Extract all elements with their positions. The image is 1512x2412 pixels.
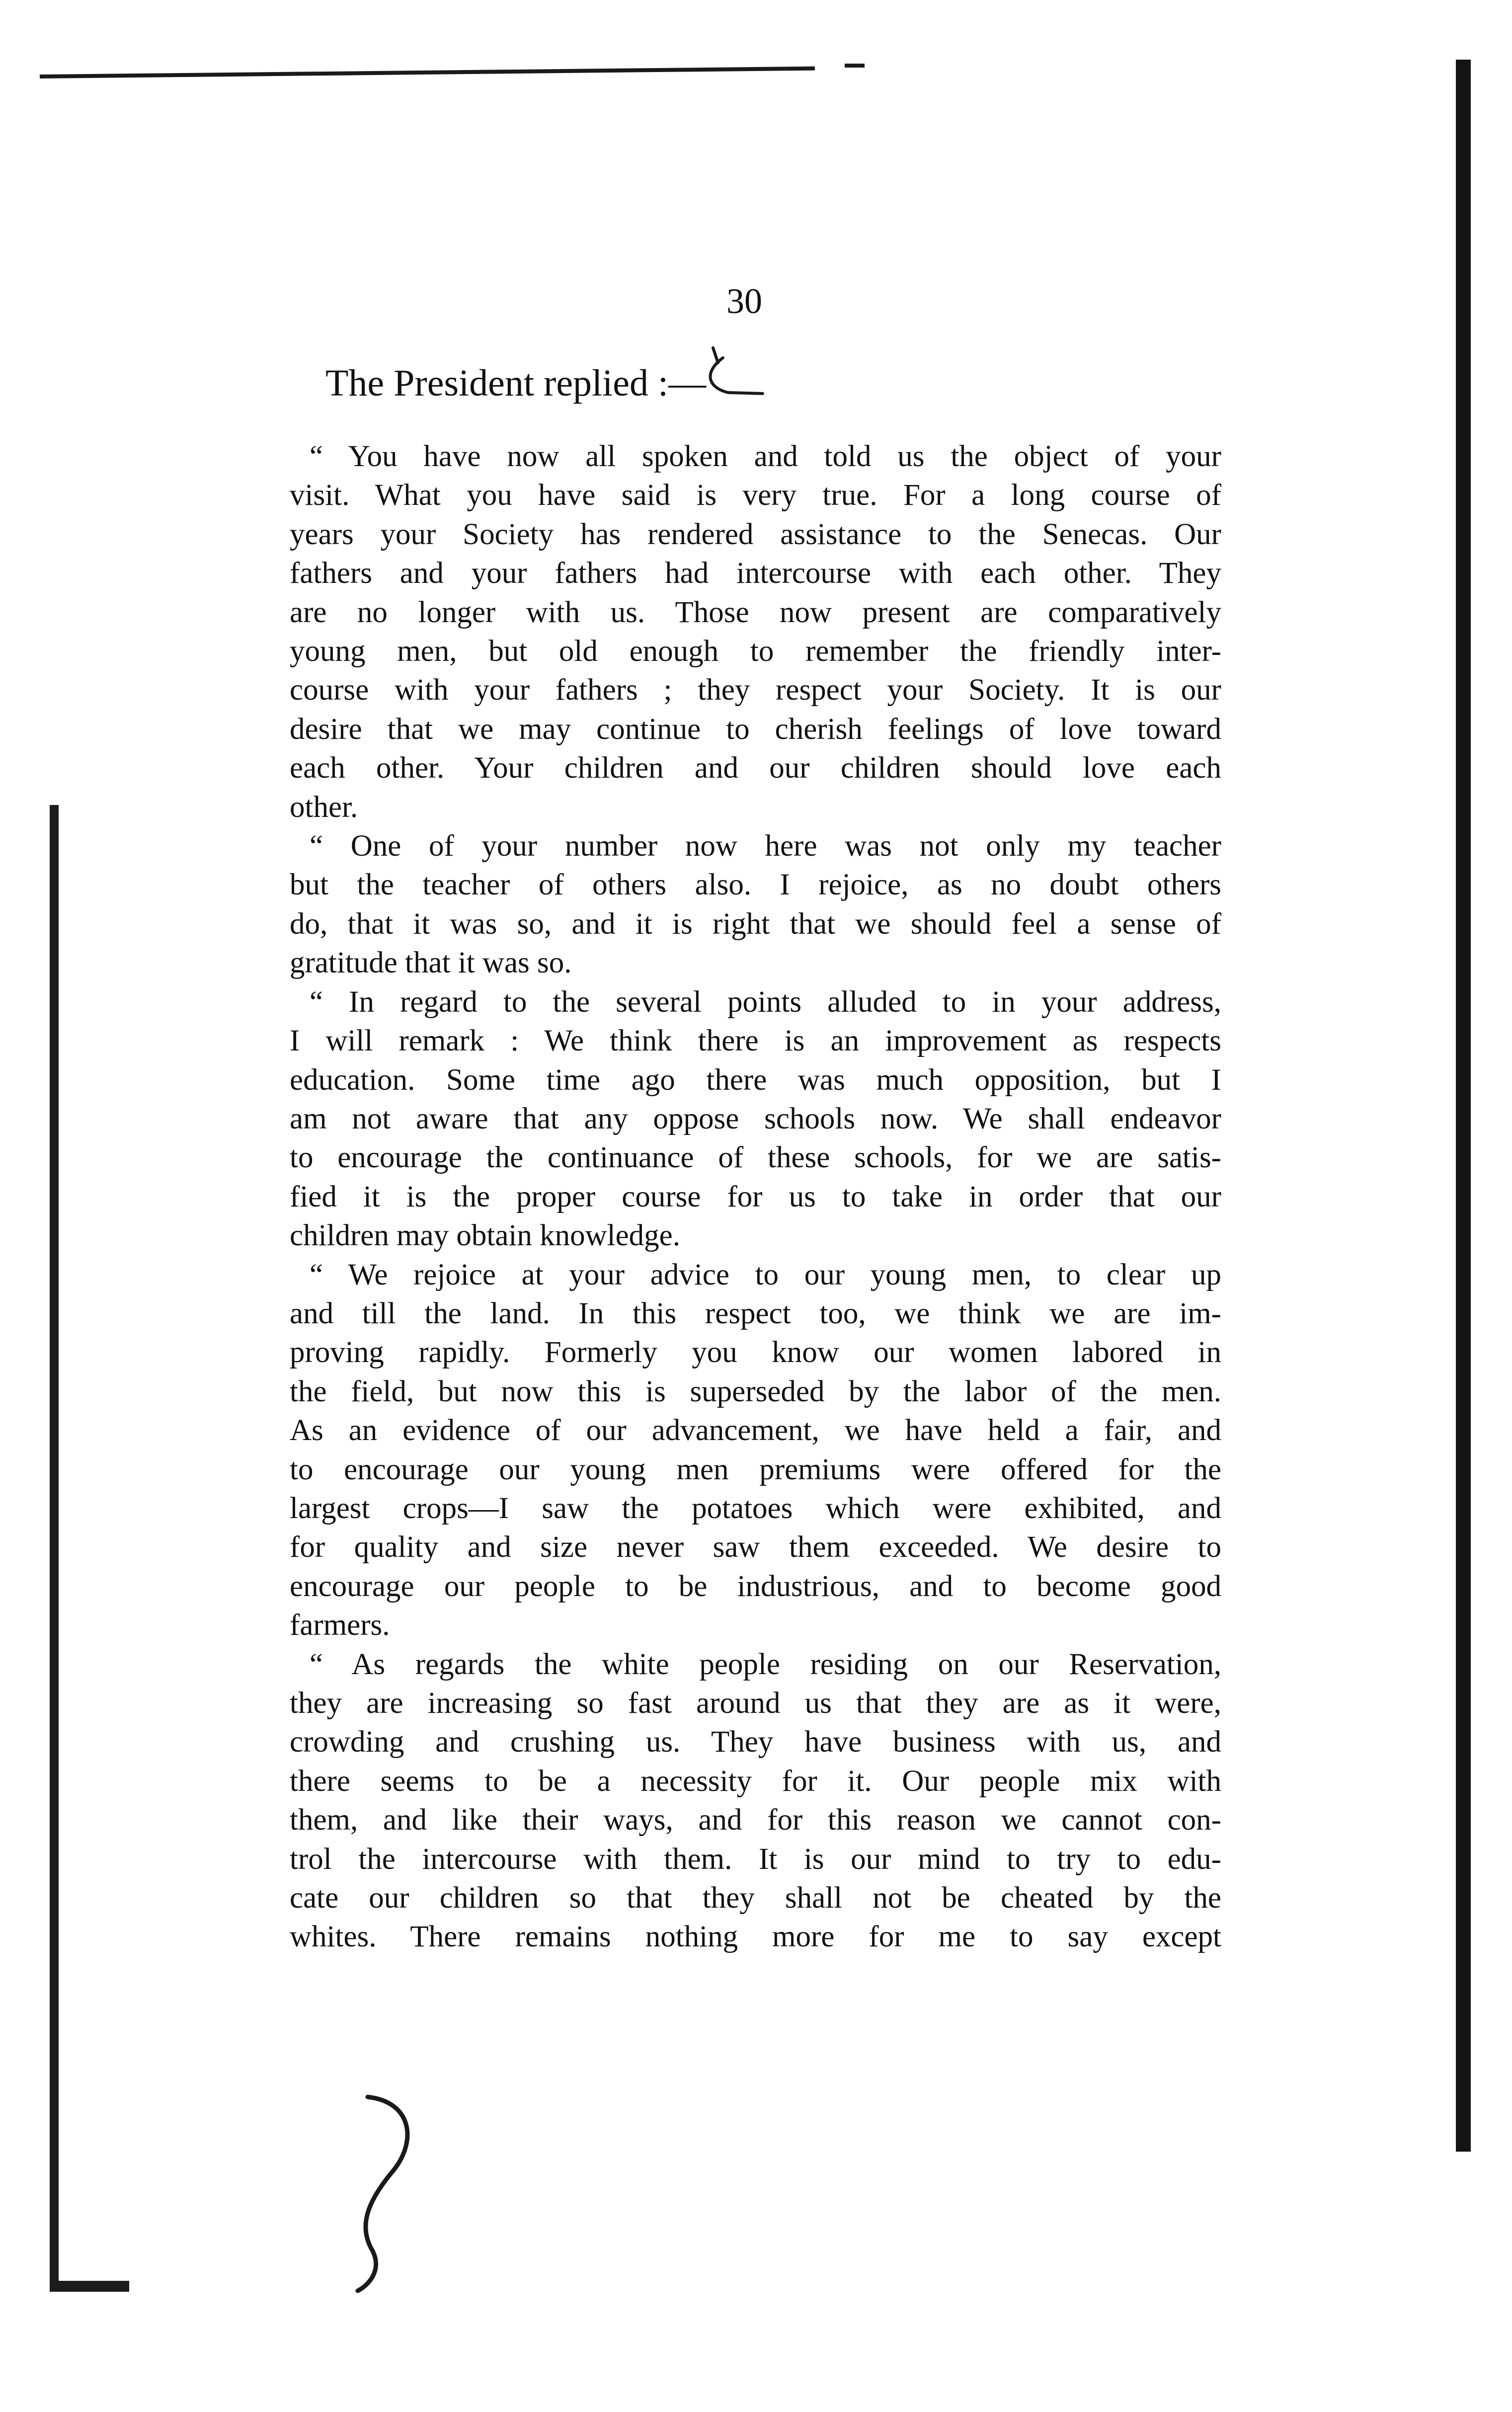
text-line: are no longer with us. Those now present are comparatively — [290, 595, 1221, 629]
text-line: whites. There remains nothing more for me to say except — [290, 1920, 1221, 1954]
text-line: course with your fathers ; they respect your Society. It is our — [290, 673, 1221, 707]
text-line: do, that it was so, and it is right that we should feel a sense of — [290, 907, 1221, 941]
text-line: education. Some time ago there was much opposition, but I — [290, 1063, 1221, 1097]
text-line: As an evidence of our advancement, we have held a fair, and — [290, 1414, 1221, 1447]
text-line: years your Society has rendered assistance to the Senecas. Our — [290, 517, 1221, 551]
text-line: but the teacher of others also. I rejoice, as no doubt others — [290, 868, 1221, 902]
text-line: other. — [290, 790, 358, 824]
text-line: “ We rejoice at your advice to our young men, to clear up — [310, 1258, 1221, 1291]
text-line: am not aware that any oppose schools now. We shall endeavor — [290, 1102, 1221, 1135]
scan-edge-left — [50, 805, 59, 2286]
ink-mark-heading — [693, 343, 773, 407]
text-line: I will remark : We think there is an improvement as respects — [290, 1024, 1221, 1058]
heading: The President replied :— — [325, 362, 707, 404]
text-line: proving rapidly. Formerly you know our women labored in — [290, 1336, 1221, 1369]
text-line: fathers and your fathers had intercourse with each other. They — [290, 557, 1221, 590]
text-line: for quality and size never saw them exceeded. We desire to — [290, 1530, 1221, 1564]
paragraph — [290, 1256, 1221, 1645]
text-line: the field, but now this is superseded by the labor of the men. — [290, 1374, 1221, 1408]
paragraph — [290, 437, 1221, 827]
text-line: gratitude that it was so. — [290, 946, 572, 980]
text-line: “ You have now all spoken and told us the object of your — [310, 440, 1221, 473]
scan-edge-top — [40, 67, 815, 79]
page-number: 30 — [726, 281, 762, 321]
text-line: desire that we may continue to cherish feelings of love toward — [290, 712, 1221, 746]
paragraph — [290, 983, 1221, 1256]
text-line: them, and like their ways, and for this reason we cannot con- — [290, 1803, 1221, 1837]
text-line: farmers. — [290, 1608, 390, 1642]
text-line: crowding and crushing us. They have business with us, and — [290, 1725, 1221, 1759]
scan-edge-top-fragment — [845, 64, 865, 68]
scan-edge-bottom — [50, 2281, 129, 2292]
text-line: to encourage our young men premiums were offered for the — [290, 1452, 1221, 1486]
text-line: fied it is the proper course for us to take in order that our — [290, 1180, 1221, 1213]
ink-mark-bottom — [338, 2087, 437, 2296]
text-line: cate our children so that they shall not be cheated by the — [290, 1881, 1221, 1915]
paragraph — [290, 1645, 1221, 1957]
text-line: to encourage the continuance of these schools, for we are satis- — [290, 1141, 1221, 1175]
text-line: “ As regards the white people residing on our Reservation, — [310, 1647, 1221, 1681]
text-line: and till the land. In this respect too, we think we are im- — [290, 1296, 1221, 1330]
text-line: “ In regard to the several points alluded to in your address, — [310, 985, 1221, 1019]
text-line: trol the intercourse with them. It is our mind to try to edu- — [290, 1842, 1221, 1876]
scan-edge-right — [1456, 60, 1471, 2152]
body-text — [290, 437, 1221, 1957]
text-line: encourage our people to be industrious, and to become good — [290, 1569, 1221, 1603]
text-line: visit. What you have said is very true. For a long course of — [290, 479, 1221, 512]
text-line: young men, but old enough to remember the friendly inter- — [290, 635, 1221, 668]
text-line: “ One of your number now here was not only my teacher — [310, 829, 1221, 863]
text-line: they are increasing so fast around us that they are as it were, — [290, 1687, 1221, 1720]
paragraph — [290, 827, 1221, 983]
text-line: there seems to be a necessity for it. Our people mix with — [290, 1764, 1221, 1798]
text-line: largest crops—I saw the potatoes which were exhibited, and — [290, 1491, 1221, 1525]
text-line: children may obtain knowledge. — [290, 1219, 681, 1253]
text-line: each other. Your children and our children should love each — [290, 751, 1221, 785]
